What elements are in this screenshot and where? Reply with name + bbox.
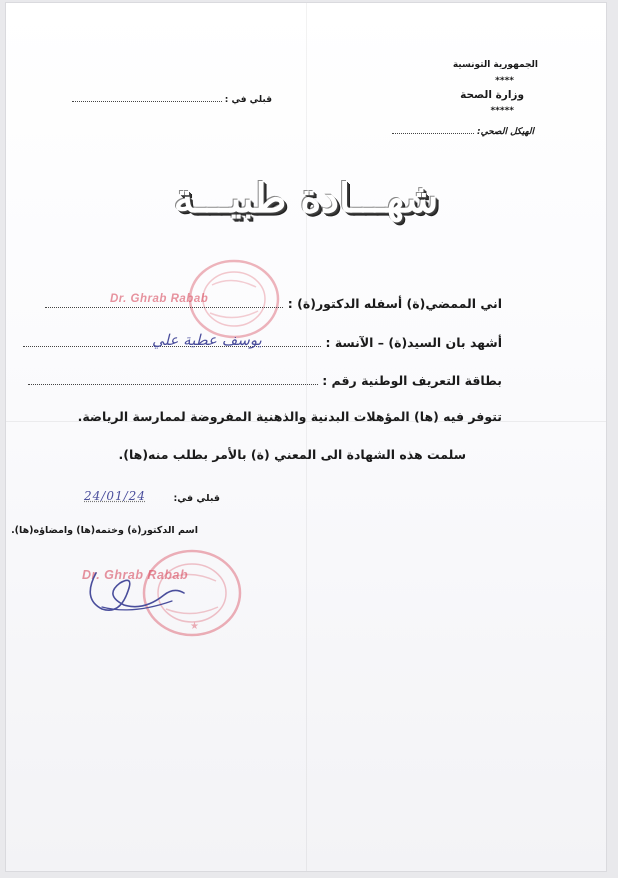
svg-text:★: ★ (190, 621, 199, 632)
doctor-line (45, 295, 502, 311)
doctor-line-label: اني الممضي(ة) أسفله الدكتور(ة) : (287, 296, 502, 311)
paper-fold-vertical (306, 3, 307, 871)
certify-line (23, 334, 502, 350)
doctor-signature (76, 563, 196, 623)
stamp-name-bottom: Dr. Ghrab Rabab (82, 568, 189, 582)
handwritten-name: يوسف عطية علي (152, 331, 262, 349)
place-label: قبلي في : (224, 95, 272, 105)
fitness-line: تتوفر فيه (ها) المؤهلات البدنية والذهنية المفروضة لممارسة الرياضة. (77, 409, 502, 424)
header-republic: الجمهورية التونسية (452, 60, 538, 70)
issued-line: سلمت هذه الشهادة الى المعني (ة) بالأمر بطلب منه(ها). (118, 447, 466, 462)
id-card-line-label: بطاقة التعريف الوطنية رقم : (322, 373, 502, 388)
header-health-structure (392, 121, 534, 139)
header-stars-1: **** (495, 76, 514, 86)
place-dots (72, 89, 222, 102)
stamp-name-top: Dr. Ghrab Rabab (110, 293, 209, 305)
id-card-line-dots (28, 372, 318, 385)
medical-certificate-page (6, 3, 606, 871)
header-place (72, 89, 272, 107)
header-stars-2: ***** (490, 106, 514, 116)
health-structure-dots (392, 121, 474, 134)
health-structure-label: الهيكل الصحي: (477, 127, 534, 137)
header-ministry: وزارة الصحة (460, 89, 524, 101)
signature-label: اسم الدكتور(ة) وختمه(ها) وامضاؤه(ها). (11, 525, 198, 536)
page-title: شهـــادة طبيـــة (173, 175, 439, 222)
certify-line-label: أشهد بان السيد(ة) – الآنسة : (325, 335, 502, 350)
date-line (173, 493, 220, 504)
doctor-line-dots (45, 295, 283, 308)
id-card-line (28, 372, 502, 388)
handwritten-date: 24/01/24 (84, 489, 146, 503)
date-label: قبلي في: (173, 493, 220, 504)
